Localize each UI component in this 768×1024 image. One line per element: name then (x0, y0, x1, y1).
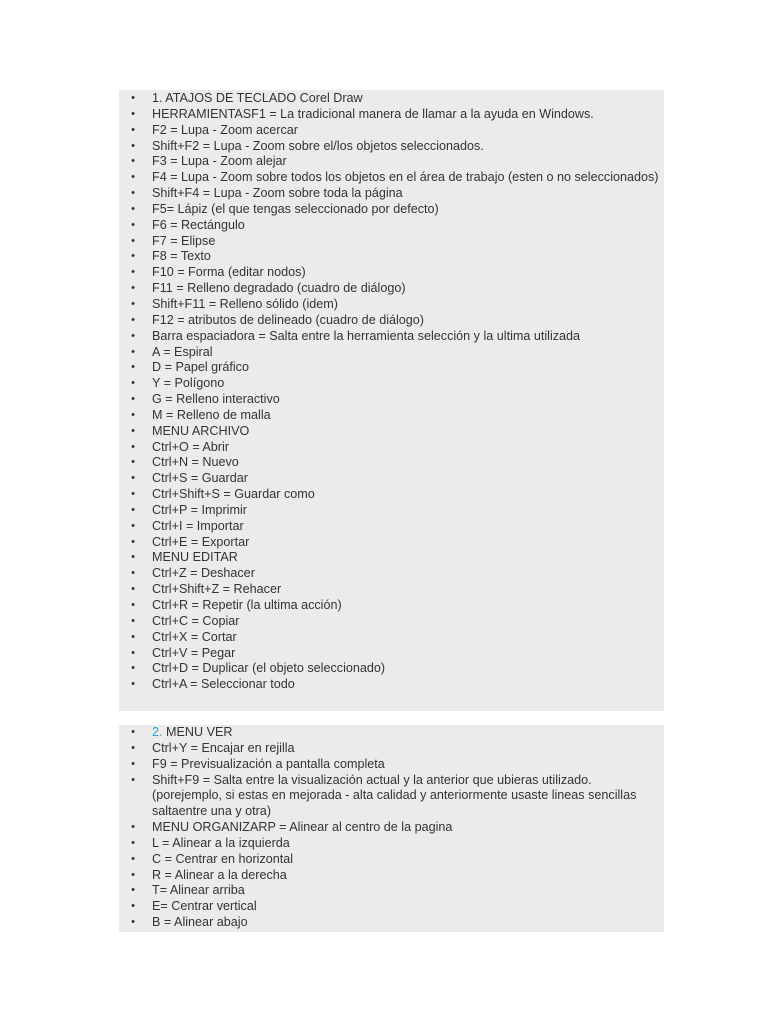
list-item (119, 646, 664, 662)
list-item-text: G = Relleno interactivo (152, 392, 280, 407)
list-item (119, 455, 664, 471)
list-item (119, 329, 664, 345)
list-item (119, 661, 664, 677)
list-item (119, 773, 664, 821)
bullet-icon: • (131, 599, 135, 611)
list-item-text: Shift+F2 = Lupa - Zoom sobre el/los objetos seleccionados. (152, 138, 484, 153)
list-item-text: 1. ATAJOS DE TECLADO Corel Draw (152, 91, 363, 105)
list-item-text: F12 = atributos de delineado (cuadro de diálogo) (152, 312, 425, 327)
list-item-text: F3 = Lupa - Zoom alejar (152, 154, 287, 169)
list-item-text: F2 = Lupa - Zoom acercar (152, 122, 298, 137)
list-item (119, 614, 664, 630)
list-item-text: Ctrl+O = Abrir (152, 439, 229, 454)
list-item (119, 218, 664, 234)
list-item-text: Ctrl+E = Exportar (152, 534, 250, 549)
bullet-icon: • (131, 884, 135, 897)
list-item (119, 915, 664, 931)
bullet-icon: • (131, 250, 135, 263)
bullet-icon: • (131, 139, 135, 152)
bullet-icon: • (131, 345, 135, 358)
list-item-text: Y = Polígono (152, 376, 225, 391)
bullet-icon: • (131, 155, 135, 168)
list-item-text: MENU ARCHIVO (152, 423, 250, 438)
list-item (119, 757, 664, 773)
bullet-icon: • (131, 218, 135, 231)
bullet-icon: • (131, 662, 135, 675)
list-item (119, 107, 664, 123)
list-item-text: F8 = Texto (152, 249, 211, 264)
list-item (119, 91, 664, 107)
bullet-icon: • (131, 282, 135, 295)
bullet-icon: • (131, 123, 135, 136)
list-item (119, 677, 664, 693)
list-item-text: Ctrl+Y = Encajar en rejilla (152, 740, 295, 755)
list-item (119, 154, 664, 170)
bullet-icon: • (131, 741, 135, 754)
list-item (119, 313, 664, 329)
list-item-text: Ctrl+D = Duplicar (el objeto seleccionado) (152, 661, 386, 676)
list-item-text: Ctrl+C = Copiar (152, 613, 240, 628)
list-item (119, 424, 664, 440)
bullet-icon: • (131, 583, 135, 596)
list-item-text: Ctrl+X = Cortar (152, 629, 237, 644)
list-item-text: R = Alinear a la derecha (152, 867, 287, 882)
list-item-text: Ctrl+P = Imprimir (152, 502, 247, 517)
bullet-icon: • (131, 646, 135, 659)
list-item (119, 820, 664, 836)
list-item (119, 376, 664, 392)
list-item (119, 265, 664, 281)
bullet-icon: • (131, 297, 135, 310)
list-item (119, 281, 664, 297)
bullet-icon: • (131, 266, 135, 279)
list-item (119, 123, 664, 139)
list-item-text: MENU EDITAR (152, 550, 238, 565)
bullet-icon: • (131, 187, 135, 200)
bullet-icon: • (131, 361, 135, 374)
list-item (119, 170, 664, 186)
list-item (119, 392, 664, 408)
list-item (119, 487, 664, 503)
list-item-text: F11 = Relleno degradado (cuadro de diálogo) (152, 281, 406, 296)
list-item-text: Shift+F4 = Lupa - Zoom sobre toda la página (152, 186, 403, 201)
list-item (119, 868, 664, 884)
list-item (119, 408, 664, 424)
bullet-icon: • (131, 472, 135, 485)
list-item-text: Ctrl+I = Importar (152, 518, 244, 533)
section-heading: MENU VER (162, 725, 233, 739)
list-item (119, 566, 664, 582)
bullet-icon: • (131, 440, 135, 453)
list-item (119, 345, 664, 361)
bullet-icon: • (131, 488, 135, 501)
list-item (119, 852, 664, 868)
list-item-text: C = Centrar en horizontal (152, 851, 294, 866)
section-number: 2. (152, 725, 163, 739)
list-item-text: T= Alinear arriba (152, 883, 245, 898)
bullet-icon: • (131, 868, 135, 881)
list-item-text: Ctrl+R = Repetir (la ultima acción) (152, 598, 342, 612)
list-item-text: B = Alinear abajo (152, 915, 248, 930)
bullet-icon: • (131, 202, 135, 215)
list-item-text: MENU ORGANIZARP = Alinear al centro de la pagina (152, 820, 453, 835)
bullet-icon: • (131, 535, 135, 548)
bullet-icon: • (131, 678, 135, 691)
bullet-icon: • (131, 408, 135, 421)
bullet-icon: • (131, 821, 135, 834)
list-item-text: Ctrl+V = Pegar (152, 645, 236, 660)
shortcut-list-1 (119, 91, 664, 693)
list-item (119, 550, 664, 566)
list-item-text: M = Relleno de malla (152, 407, 271, 422)
list-item-text: F6 = Rectángulo (152, 217, 245, 232)
bullet-icon: • (131, 614, 135, 627)
bullet-icon: • (131, 773, 135, 786)
shortcut-list-2 (119, 725, 664, 931)
bullet-icon: • (131, 503, 135, 516)
list-item (119, 202, 664, 218)
list-item-text: Ctrl+Shift+Z = Rehacer (152, 582, 282, 597)
bullet-icon: • (131, 456, 135, 469)
list-item (119, 899, 664, 915)
bullet-icon: • (131, 726, 135, 738)
list-item-text: Shift+F11 = Relleno sólido (idem) (152, 296, 338, 311)
list-item-text: A = Espiral (152, 344, 213, 359)
bullet-icon: • (131, 377, 135, 390)
list-item-text: Ctrl+S = Guardar (152, 471, 248, 486)
bullet-icon: • (131, 852, 135, 865)
list-item (119, 519, 664, 535)
bullet-icon: • (131, 313, 135, 326)
list-item (119, 741, 664, 757)
bullet-icon: • (131, 567, 135, 580)
list-item (119, 360, 664, 376)
list-item (119, 503, 664, 519)
list-item (119, 440, 664, 456)
list-item (119, 630, 664, 646)
list-item-text: Ctrl+Shift+S = Guardar como (152, 487, 315, 502)
bullet-icon: • (131, 234, 135, 247)
panel-gap (119, 711, 151, 725)
list-item-text: F7 = Elipse (152, 233, 216, 248)
list-item-text: HERRAMIENTASF1 = La tradicional manera de llamar a la ayuda en Windows. (152, 106, 594, 121)
bullet-icon: • (131, 757, 135, 770)
list-item (119, 883, 664, 899)
list-item (119, 535, 664, 551)
bullet-icon: • (131, 393, 135, 406)
bullet-icon: • (131, 171, 135, 184)
list-item-text: F4 = Lupa - Zoom sobre todos los objetos en el área de trabajo (esten o no seleccionados) (152, 170, 659, 185)
bullet-icon: • (131, 329, 135, 342)
list-item-text: F9 = Previsualización a pantalla completa (152, 756, 385, 771)
list-item-heading-2 (119, 725, 664, 741)
list-item (119, 139, 664, 155)
bullet-icon: • (131, 551, 135, 564)
list-item (119, 186, 664, 202)
bullet-icon: • (131, 630, 135, 643)
bullet-icon: • (131, 92, 135, 104)
list-item-text: Barra espaciadora = Salta entre la herramienta selección y la ultima utilizada (152, 328, 581, 343)
bullet-icon: • (131, 900, 135, 913)
list-item (119, 471, 664, 487)
list-item-text: F10 = Forma (editar nodos) (152, 265, 306, 280)
list-item (119, 836, 664, 852)
bullet-icon: • (131, 836, 135, 849)
list-item-text: Ctrl+N = Nuevo (152, 455, 239, 470)
list-item (119, 598, 664, 614)
list-item (119, 297, 664, 313)
list-item-text: L = Alinear a la izquierda (152, 835, 290, 850)
list-item-text: E= Centrar vertical (152, 899, 257, 914)
bullet-icon: • (131, 519, 135, 532)
list-item-text: Shift+F9 = Salta entre la visualización actual y la anterior que ubieras utilizado. (porejemplo, si estas en mejorada - alta calidad y anteriormente usaste lineas sencillas saltaentre una y otra) (152, 772, 637, 819)
list-item (119, 582, 664, 598)
bullet-icon: • (131, 424, 135, 437)
bullet-icon: • (131, 107, 135, 120)
list-item-text: F5= Lápiz (el que tengas seleccionado por defecto) (152, 201, 439, 216)
list-item (119, 249, 664, 265)
list-item-text: Ctrl+A = Seleccionar todo (152, 677, 295, 692)
list-item-text: Ctrl+Z = Deshacer (152, 566, 255, 581)
bullet-icon: • (131, 916, 135, 929)
list-item (119, 234, 664, 250)
list-item-text: D = Papel gráfico (152, 360, 249, 375)
